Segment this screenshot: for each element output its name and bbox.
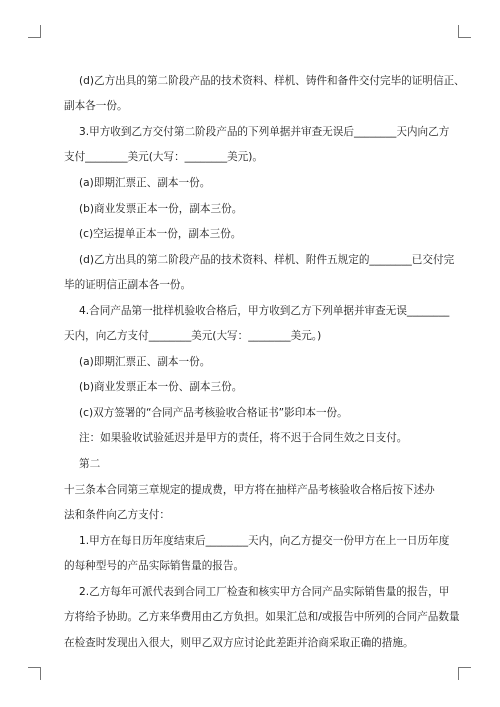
- text-line: 2.乙方每年可派代表到合同工厂检查和核实甲方合同产品实际销售量的报告，甲: [79, 586, 450, 598]
- text-line: 注：如果验收试验延迟并是甲方的责任，将不迟于合同生效之日支付。: [79, 432, 408, 444]
- text-line: (b)商业发票正本一份、副本三份。: [79, 381, 243, 393]
- text-line: 3.甲方收到乙方交付第二阶段产品的下列单据并审查无误后________天内向乙方: [79, 126, 450, 138]
- text-line: (d)乙方出具的第二阶段产品的技术资料、样机、附件五规定的________已交付完: [79, 254, 455, 266]
- text-line: (d)乙方出具的第二阶段产品的技术资料、样机、铸件和备件交付完毕的证明信正、: [79, 75, 465, 87]
- text-line: (c)双方签署的“合同产品考核验收合格证书”影印本一份。: [79, 407, 348, 419]
- text-line: 副本各一份。: [64, 100, 128, 112]
- section-heading: 第二: [79, 458, 101, 470]
- text-line: 在检查时发现出入很大，则甲乙双方应讨论此差距并洽商采取正确的措施。: [64, 637, 414, 649]
- text-line: 天内，向乙方支付________美元(大写：________美元。): [64, 330, 322, 342]
- text-line: 1.甲方在每日历年度结束后________天内，向乙方提交一份甲方在上一日历年度: [79, 535, 450, 547]
- text-line: 的每种型号的产品实际销售量的报告。: [64, 560, 245, 572]
- crop-mark-top-right: [458, 25, 471, 38]
- crop-mark-bottom-left: [28, 667, 41, 680]
- text-line: (b)商业发票正本一份，副本三份。: [79, 203, 243, 215]
- text-line: 毕的证明信正副本各一份。: [64, 279, 192, 291]
- text-line: (c)空运提单正本一份，副本三份。: [79, 228, 242, 240]
- crop-mark-bottom-right: [458, 667, 471, 680]
- text-line: 方将给予协助。乙方来华费用由乙方负担。如果汇总和/或报告中所列的合同产品数量: [64, 611, 460, 623]
- text-line: (a)即期汇票正、副本一份。: [79, 177, 211, 189]
- text-line: (a)即期汇票正、副本一份。: [79, 356, 211, 368]
- text-line: 法和条件向乙方支付：: [64, 509, 170, 521]
- crop-mark-top-left: [28, 25, 41, 38]
- text-line: 支付________美元(大写：________美元)。: [64, 151, 263, 163]
- text-line: 4.合同产品第一批样机验收合格后，甲方收到乙方下列单据并审查无误________: [79, 305, 450, 317]
- text-line: 十三条本合同第三章规定的提成费，甲方将在抽样产品考核验收合格后按下述办: [64, 484, 435, 496]
